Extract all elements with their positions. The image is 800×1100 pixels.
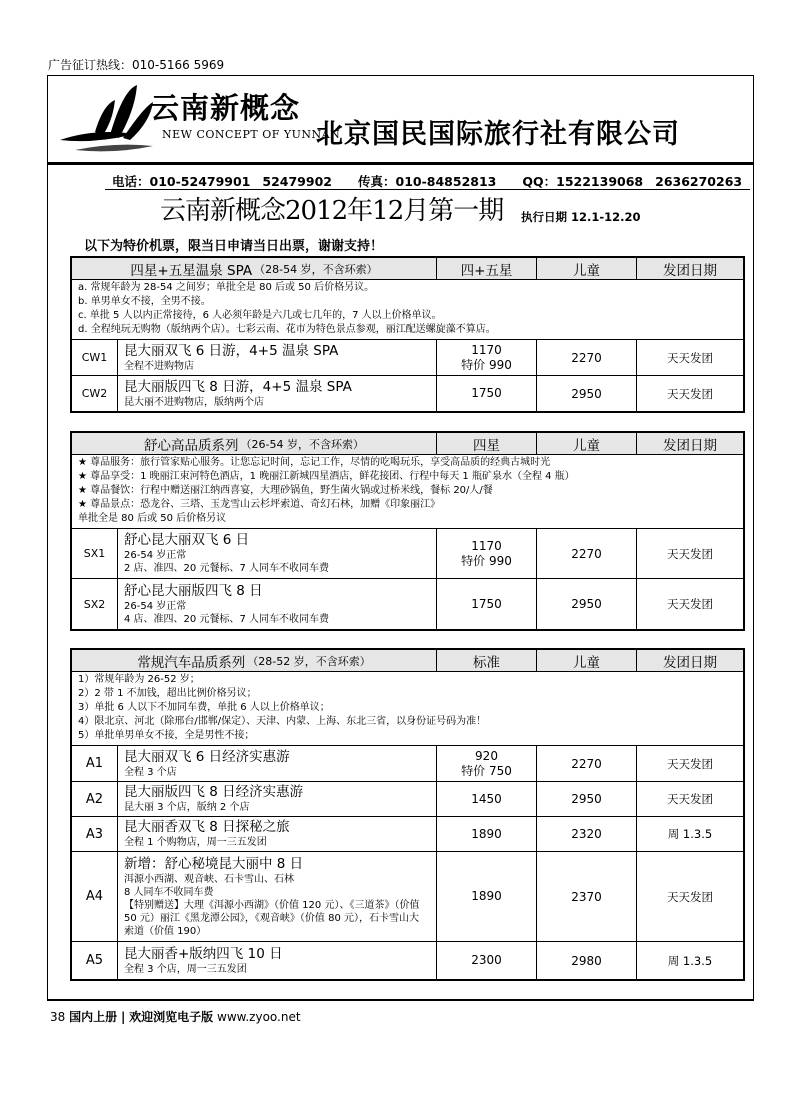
table-row	[72, 376, 743, 411]
section-title: 常规汽车品质系列 （28-52 岁，不含环索）	[72, 650, 437, 671]
table-row	[72, 529, 743, 579]
section-notes: 1）常规年龄为 26-52 岁； 2）2 带 1 不加钱，超出比例价格另议； 3）单批 6 人以下不加同车费，单批 6 人以上价格单议； 4）限北京、河北（除邢台/邯郸/保定）、天津、内蒙、上海、东北三省，以身份证号码为准！ 5）单批单男单女不接，全是男性不接；	[72, 672, 743, 746]
child-price: 2950	[537, 376, 637, 411]
route-description: 昆大丽香+版纳四飞 10 日 全程 3 个店，周一三五发团	[118, 942, 437, 979]
route-price: 1170 特价 990	[437, 340, 537, 375]
qq-2: 2636270263	[655, 174, 743, 189]
departure-schedule: 天天发团	[667, 597, 713, 611]
section-title: 四星+五星温泉 SPA （28-54 岁，不含环索）	[72, 258, 437, 279]
child-price: 2950	[537, 579, 637, 629]
contact-bar	[112, 172, 754, 190]
tel-2: 52479902	[262, 174, 332, 189]
section-header	[72, 650, 743, 672]
route-code: SX1	[72, 529, 118, 578]
tel-1: 010-52479901	[149, 174, 251, 189]
route-description: 新增：舒心秘境昆大丽中 8 日 洱源小西湖、观音峡、石卡雪山、石林 8 人同车不收同车费 【特别赠送】大理《洱源小西湖》（价值 120 元）、《三道茶》（价值 50 元）丽江《黑龙潭公园》，《观音峡》（价值 80 元），石卡雪山大 索道（价值 190）	[118, 852, 437, 941]
table-row	[72, 782, 743, 817]
route-description: 昆大丽版四飞 8 日经济实惠游 昆大丽 3 个店，版纳 2 个店	[118, 782, 437, 816]
departure-schedule: 周 1.3.5	[667, 827, 713, 841]
section-comfort-quality	[70, 431, 745, 631]
child-price: 2980	[537, 942, 637, 979]
column-header-child: 儿童	[537, 650, 637, 671]
departure-schedule: 天天发团	[667, 546, 713, 561]
child-price: 2270	[537, 340, 637, 375]
ad-hotline: 广告征订热线：010-5166 5969	[48, 58, 225, 72]
route-description: 昆大丽双飞 6 日经济实惠游 全程 3 个店	[118, 746, 437, 781]
route-description: 舒心昆大丽双飞 6 日 26-54 岁正常 2 店、准四、20 元餐标、7 人同车不收同车费	[118, 529, 437, 578]
column-header-standard: 四星	[437, 433, 537, 454]
departure-schedule: 天天发团	[667, 889, 713, 904]
child-price: 2270	[537, 529, 637, 578]
footer-separator: |	[120, 1010, 126, 1024]
departure-schedule: 天天发团	[667, 386, 713, 401]
table-row	[72, 340, 743, 376]
fax-label: 传真：	[357, 174, 396, 189]
section-header	[72, 258, 743, 280]
logo-english-text: NEW CONCEPT OF YUNNAN	[162, 128, 341, 141]
route-description: 舒心昆大丽版四飞 8 日 26-54 岁正常 4 店、准四、20 元餐标、7 人同车不收同车费	[118, 579, 437, 629]
website-link[interactable]: www.zyoo.net	[217, 1010, 301, 1024]
child-price: 2370	[537, 852, 637, 941]
departure-schedule: 周 1.3.5	[667, 953, 713, 968]
route-code: A1	[72, 746, 118, 781]
child-price: 2320	[537, 817, 637, 851]
table-row	[72, 942, 743, 979]
route-code: A2	[72, 782, 118, 816]
fax-number: 010-84852813	[395, 174, 497, 189]
section-hot-spring-spa	[70, 256, 745, 413]
column-header-standard: 四+五星	[437, 258, 537, 279]
route-code: A5	[72, 942, 118, 979]
route-description: 昆大丽版四飞 8 日游，4+5 温泉 SPA 昆大丽不进购物店，版纳两个店	[118, 376, 437, 411]
table-row	[72, 817, 743, 852]
table-row	[72, 852, 743, 942]
route-price: 2300	[437, 942, 537, 979]
route-code: SX2	[72, 579, 118, 629]
execution-date: 执行日期 12.1-12.20	[521, 210, 641, 224]
route-code: A4	[72, 852, 118, 941]
route-description: 昆大丽香双飞 8 日探秘之旅 全程 1 个购物店，周一三五发团	[118, 817, 437, 851]
route-code: CW1	[72, 340, 118, 375]
departure-schedule: 天天发团	[667, 350, 713, 365]
route-price: 1890	[437, 852, 537, 941]
departure-schedule: 天天发团	[667, 756, 713, 771]
issue-title: 云南新概念2012年12月第一期	[160, 196, 504, 226]
route-price: 1450	[437, 782, 537, 816]
route-price: 1170 特价 990	[437, 529, 537, 578]
page-footer	[50, 1008, 301, 1025]
column-header-departure: 发团日期	[663, 654, 717, 671]
section-regular-bus-quality	[70, 648, 745, 981]
route-price: 920 特价 750	[437, 746, 537, 781]
route-code: CW2	[72, 376, 118, 411]
section-notes: a. 常规年龄为 28-54 之间岁；单批全是 80 后或 50 后价格另议。 b. 单男单女不接，全男不接。 c. 单批 5 人以内正常接待，6 人必须年龄是六几或七几年的，7 人以上价格单议。 d. 全程纯玩无购物（版纳两个店）。七彩云南、花市为特色景点参观，丽江配送螺旋藻不算店。	[72, 280, 743, 340]
table-row	[72, 579, 743, 629]
header-divider	[47, 162, 754, 165]
section-title: 舒心高品质系列 （26-54 岁，不含环索）	[72, 433, 437, 454]
child-price: 2950	[537, 782, 637, 816]
footer-text: 欢迎浏览电子版	[129, 1010, 214, 1024]
departure-schedule: 天天发团	[667, 792, 713, 806]
column-header-child: 儿童	[537, 258, 637, 279]
route-price: 1890	[437, 817, 537, 851]
route-price: 1750	[437, 579, 537, 629]
qq-1: 1522139068	[556, 174, 644, 189]
column-header-child: 儿童	[537, 433, 637, 454]
column-header-standard: 标准	[437, 650, 537, 671]
tel-label: 电话：	[112, 174, 150, 189]
ticket-notice: 以下为特价机票，限当日申请当日出票，谢谢支持！	[84, 239, 384, 254]
route-price: 1750	[437, 376, 537, 411]
route-code: A3	[72, 817, 118, 851]
column-header-departure: 发团日期	[663, 437, 717, 454]
company-name: 北京国民国际旅行社有限公司	[316, 119, 680, 150]
logo-chinese-text: 云南新概念	[150, 91, 301, 125]
column-header-departure: 发团日期	[663, 262, 717, 279]
section-notes: ★ 尊品服务：旅行管家贴心服务。让您忘记时间，忘记工作，尽情的吃喝玩乐，享受高品质的经典古城时光 ★ 尊品享受：1 晚丽江束河特色酒店，1 晚丽江新城四星酒店，鲜花接团、行程中每天 1 瓶矿泉水（全程 4 瓶） ★ 尊品餐饮：行程中赠送丽江纳西喜宴，大理砂锅鱼，野生菌火锅或过桥米线，餐标 20/人/餐 ★ 尊品景点：恐龙谷、三塔、玉龙雪山云杉坪索道、奇幻石林，加赠《印象丽江》 单批全是 80 后或 50 后价格另议	[72, 455, 743, 529]
book-name: 国内上册	[69, 1010, 118, 1024]
footer-divider	[47, 1000, 754, 1001]
qq-label: QQ：	[522, 174, 557, 189]
section-header	[72, 433, 743, 455]
table-row	[72, 746, 743, 782]
page-number: 38	[50, 1010, 66, 1024]
route-description: 昆大丽双飞 6 日游，4+5 温泉 SPA 全程不进购物店	[118, 340, 437, 375]
child-price: 2270	[537, 746, 637, 781]
